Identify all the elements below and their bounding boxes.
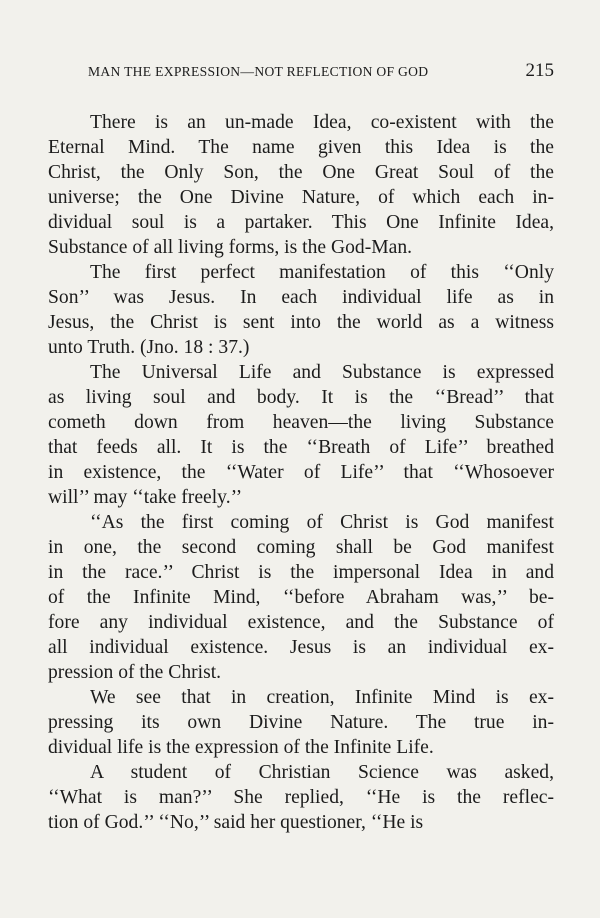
- text-line: in the race.’’ Christ is the impersonal Idea in and: [48, 562, 554, 583]
- text-line: pression of the Christ.: [48, 662, 222, 683]
- paragraph: [48, 110, 554, 260]
- paragraph: [48, 260, 554, 360]
- text-line: A student of Christian Science was asked,: [90, 762, 554, 783]
- text-line: all individual existence. Jesus is an individual ex-: [48, 637, 554, 658]
- text-line: universe; the One Divine Nature, of which each in-: [48, 187, 554, 208]
- text-line: fore any individual existence, and the Substance of: [48, 612, 554, 633]
- text-line: in one, the second coming shall be God manifest: [48, 537, 554, 558]
- text-line: There is an un-made Idea, co-existent with the: [90, 112, 554, 133]
- page-number: 215: [525, 60, 554, 81]
- text-line: dividual life is the expression of the Infinite Life.: [48, 737, 434, 758]
- text-line: Substance of all living forms, is the God-Man.: [48, 237, 413, 258]
- body-text: [48, 110, 554, 835]
- text-line: pressing its own Divine Nature. The true in-: [48, 712, 554, 733]
- paragraph: [48, 760, 554, 835]
- text-line: Jesus, the Christ is sent into the world as a witness: [48, 312, 554, 333]
- text-line: ‘‘As the first coming of Christ is God manifest: [90, 512, 554, 533]
- text-line: The Universal Life and Substance is expressed: [90, 362, 554, 383]
- text-line: Christ, the Only Son, the One Great Soul of the: [48, 162, 554, 183]
- text-line: as living soul and body. It is the ‘‘Bread’’ that: [48, 387, 554, 408]
- text-line: Son’’ was Jesus. In each individual life as in: [48, 287, 554, 308]
- text-line: dividual soul is a partaker. This One Infinite Idea,: [48, 212, 554, 233]
- text-line: that feeds all. It is the ‘‘Breath of Life’’ breathed: [48, 437, 554, 458]
- paragraph: [48, 510, 554, 685]
- text-line: tion of God.’’ ‘‘No,’’ said her questioner, ‘‘He is: [48, 812, 424, 833]
- text-line: unto Truth. (Jno. 18 : 37.): [48, 337, 250, 358]
- text-line: The first perfect manifestation of this ‘‘Only: [90, 262, 554, 283]
- running-head: [88, 60, 554, 86]
- running-title: MAN THE EXPRESSION—NOT REFLECTION OF GOD: [88, 64, 429, 79]
- paragraph: [48, 360, 554, 510]
- text-line: will’’ may ‘‘take freely.’’: [48, 487, 243, 508]
- text-line: cometh down from heaven—the living Substance: [48, 412, 554, 433]
- text-line: ‘‘What is man?’’ She replied, ‘‘He is the reflec-: [48, 787, 554, 808]
- text-line: in existence, the ‘‘Water of Life’’ that ‘‘Whosoever: [48, 462, 554, 483]
- text-line: Eternal Mind. The name given this Idea is the: [48, 137, 554, 158]
- text-line: We see that in creation, Infinite Mind is ex-: [90, 687, 554, 708]
- paragraph: [48, 685, 554, 760]
- text-line: of the Infinite Mind, ‘‘before Abraham was,’’ be-: [48, 587, 554, 608]
